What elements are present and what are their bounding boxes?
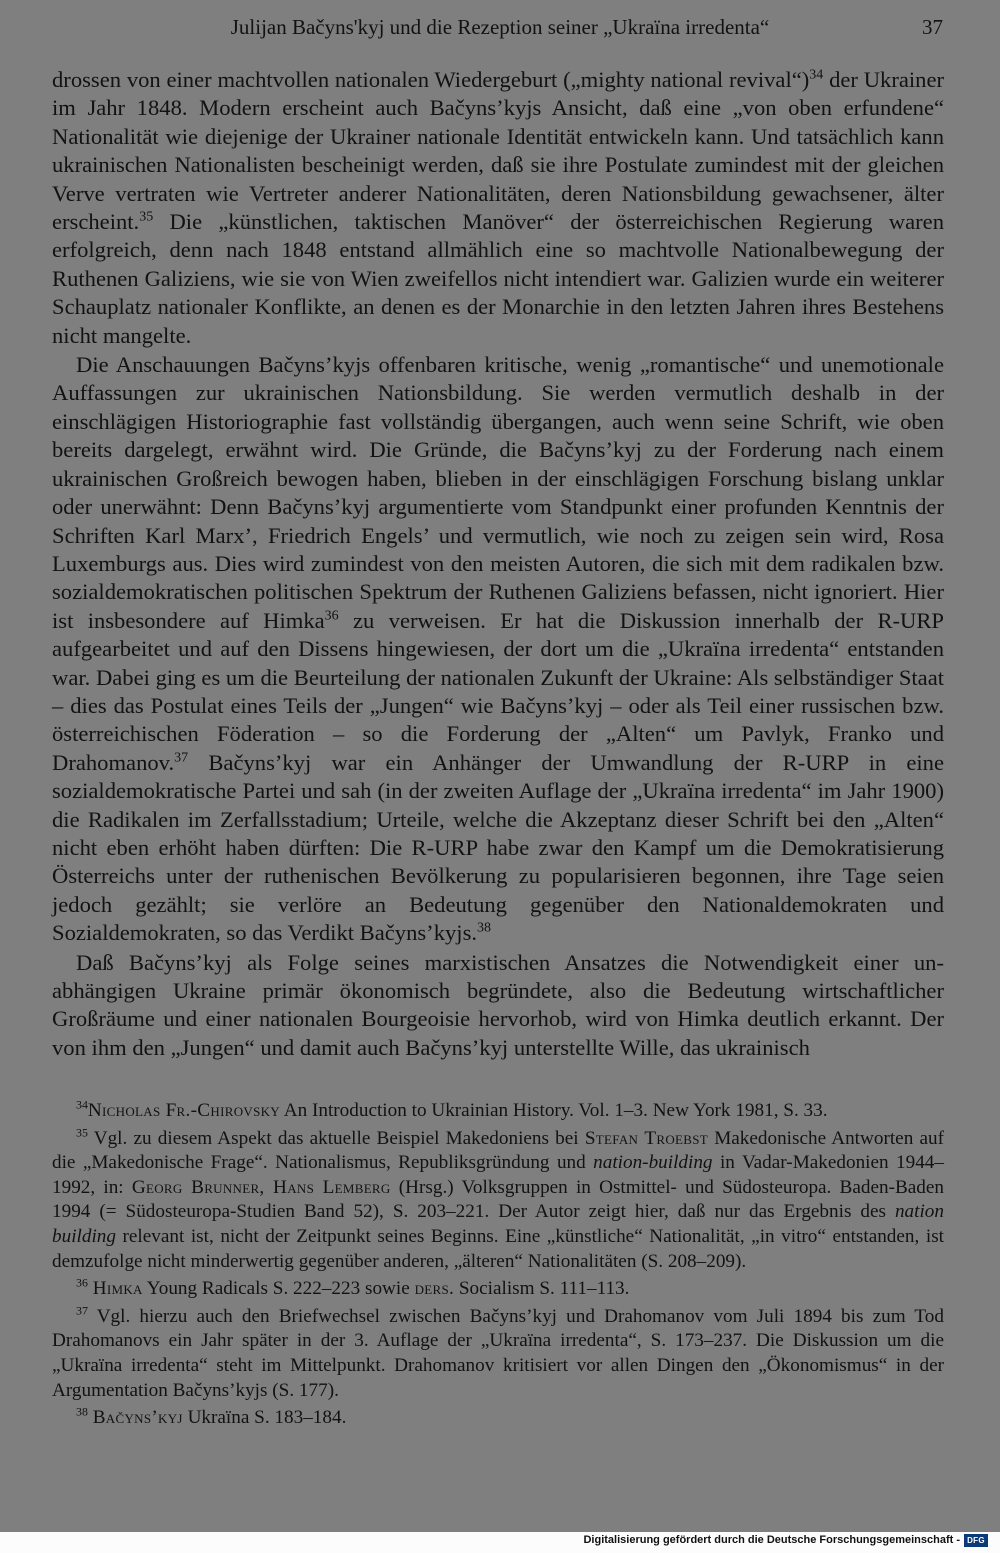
footnote-marker: 36 [324, 608, 339, 624]
author-name: ders. [414, 1278, 455, 1300]
body-paragraph [52, 66, 944, 350]
body-text [52, 66, 944, 1062]
author-name: Himka [92, 1278, 143, 1300]
footnotes [52, 1099, 944, 1434]
footnote-marker: 35 [76, 1125, 88, 1140]
footnote [52, 1406, 944, 1431]
footnote-marker: 38 [477, 920, 492, 936]
text-run: Socialism S. 111–113. [454, 1278, 630, 1300]
text-run: Daß Bačyns’kyj als Folge seines marxistischen Ansatzes die Notwendigkeit einer unabhängigen Ukraine primär ökonomisch begründete, also die Bedeutung wirtschaftlicher Großräume und einer nationalen Bourgeoisie hervorhob, wird von Himka deutlich erkannt. Der von ihm den „Jungen“ und damit auch Bačyns’kyj unterstellte Wille, das ukrainisch [52, 949, 944, 1060]
text-run: Die „künstlichen, taktischen Manöver“ der österreichischen Regierung waren erfolgreich, denn nach 1848 entstand allmählich eine so machtvolle Nationalbewegung der Ruthenen Galiziens, wie sie von Wien zweifellos nicht intendiert war. Galizien wurde ein weiterer Schauplatz nationaler Konflikte, an denen es der Monarchie in den letzten Jahren ihres Bestehens nicht mangelte. [52, 209, 944, 348]
text-run: Bačyns’kyj war ein Anhänger der Umwandlung der R-URP in eine sozialdemokratische Partei und sah (in der zweiten Auflage der „Ukraïna irredenta“ im Jahr 1900) die Radikalen im Zerfallsstadium; Urteile, welche die Akzeptanz dieser Schrift bei den „Alten“ nicht eben erhöht haben dürften: Die R-URP habe zwar den Kampf um die Demokratisierung Österreichs unter der ruthenischen Bevölkerung zu popularisieren begonnen, ihre Tage seien jedoch gezählt; sie verlöre an Bedeutung gegenüber den Nationaldemokraten und Sozialdemokraten, so das Verdikt Bačyns’kyjs. [52, 749, 944, 946]
text-run: Die Anschauungen Bačyns’kyjs offenbaren kritische, wenig „romantische“ und unemotionale Auffassungen zur ukrainischen Nationsbildung. Sie werden vermutlich deshalb in der einschlägigen Historiographie fast vollständig übergangen, auch wenn seine Schrift, wie oben bereits dargelegt, erwähnt wird. Die Gründe, die Bačyns’kyj zu der Forderung nach einem ukrainischen Großreich bewogen haben, blieben in der einschlägigen Forschung bislang unklar oder unerwähnt: Denn Bačyns’kyj argumentierte vom Standpunkt einer profunden Kenntnis der Schriften Karl Marx’, Friedrich Engels’ und vermutlich, wie noch zu zeigen sein wird, Rosa Luxemburgs aus. Dies wird zumindest von den meisten Autoren, die sich mit dem radikalen bzw. sozialdemokratischen politischen Spektrum der Ruthenen Galiziens befassen, nicht ignoriert. Hier ist insbesondere auf Himka [52, 352, 944, 633]
footnote-marker: 37 [174, 750, 189, 766]
body-paragraph [52, 949, 944, 1063]
footnote-marker: 34 [76, 1097, 88, 1112]
text-run: in Vadar-Makedonien 1944–1992, in: [52, 1152, 944, 1198]
footnote [52, 1277, 944, 1302]
text-run: (Hrsg.) Volksgruppen in Ostmittel- und Südosteuropa. Baden-Baden 1994 (= Südosteuropa-Studien Band 52), S. 203–221. Der Autor zeigt hier, daß nur das Ergebnis des [52, 1176, 944, 1223]
footnote [52, 1127, 944, 1275]
dfg-logo: DFG [964, 1534, 988, 1547]
digitization-credit [583, 1531, 988, 1549]
author-name: Georg Brunner, Hans Lemberg [131, 1176, 391, 1198]
footnote [52, 1099, 944, 1124]
page-number: 37 [922, 15, 943, 39]
running-head [0, 12, 1000, 42]
text-run: relevant ist, nicht der Zeitpunkt seines Beginns. Eine „künstliche“ Nationalität, „in vitro“ entstanden, ist demzufolge nicht minderwertig gegenüber anderen, „älteren“ Nationalitäten (S. 208–209). [52, 1225, 944, 1272]
footnote-marker: 38 [76, 1404, 88, 1419]
italic-term: nation-building [593, 1152, 713, 1174]
text-run: Vgl. zu diesem Aspekt das aktuelle Beispiel Makedoniens bei [87, 1127, 585, 1149]
text-run: der Ukrainer im Jahr 1848. Modern erscheint auch Bačyns’kyjs Ansicht, daß eine „von oben erfundene“ Nationalität wie diejenige der Ukrainer nationale Identität entwickeln kann. Und tatsächlich kann ukrainischen Nationalisten bescheinigt werden, daß sie ihre Postulate zumindest mit der gleichen Verve vertraten wie Vertreter anderer Nationalitäten, deren Nationsbildung gewachsener, älter erscheint. [52, 67, 944, 235]
running-title: Julijan Bačyns'kyj und die Rezeption seiner „Ukraïna irredenta“ [230, 15, 770, 39]
body-paragraph [52, 351, 944, 948]
text-run: Makedonische Antworten auf die „Makedonische Frage“. Nationalismus, Republiksgründung und [52, 1127, 944, 1174]
footnote-marker: 34 [809, 67, 824, 83]
text-run: Vgl. hierzu auch den Briefwechsel zwischen Bačyns’kyj und Drahomanov vom Juli 1894 bis zum Tod Drahomanovs ein Jahr später in der 3. Auflage der „Ukraïna irredenta“, S. 173–237. Die Diskussion um die „Ukraïna irredenta“ steht im Mittelpunkt. Drahomanov kritisiert vor allen Dingen den „Ökonomismus“ in der Argumentation Bačyns’kyjs (S. 177). [52, 1305, 944, 1401]
text-run: Young Radicals S. 222–223 sowie [142, 1278, 415, 1300]
text-run: zu verweisen. Er hat die Diskussion innerhalb der R-URP aufgearbeitet und auf den Dissens hingewiesen, der dort um die „Ukraïna irredenta“ entstanden war. Dabei ging es um die Beurteilung der nationalen Zukunft der Ukraine: Als selbständiger Staat – dies das Postulat eines Teils der „Jungen“ wie Bačyns’kyj – oder als Teil einer russischen bzw. österreichischen Föderation – so die Forderung der „Alten“ um Pavlyk, Franko und Drahomanov. [52, 607, 944, 775]
footnote-marker: 36 [76, 1275, 88, 1290]
text-run: An Introduction to Ukrainian History. Vol. 1–3. New York 1981, S. 33. [279, 1100, 828, 1121]
footnote [52, 1305, 944, 1403]
credit-text: Digitalisierung gefördert durch die Deutsche Forschungsgemeinschaft - [583, 1534, 960, 1546]
footnote-marker: 37 [76, 1303, 88, 1318]
footnote-marker: 35 [139, 209, 154, 225]
author-name: Bačyns’kyj [92, 1407, 183, 1429]
text-run: drossen von einer machtvollen nationalen Wiedergeburt („mighty national revival“) [52, 67, 810, 92]
author-name: Nicholas Fr.-Chirovsky [87, 1100, 280, 1121]
author-name: Stefan Troebst [584, 1127, 709, 1149]
text-run: Ukraïna S. 183–184. [182, 1407, 347, 1429]
italic-term: nation building [52, 1201, 944, 1247]
